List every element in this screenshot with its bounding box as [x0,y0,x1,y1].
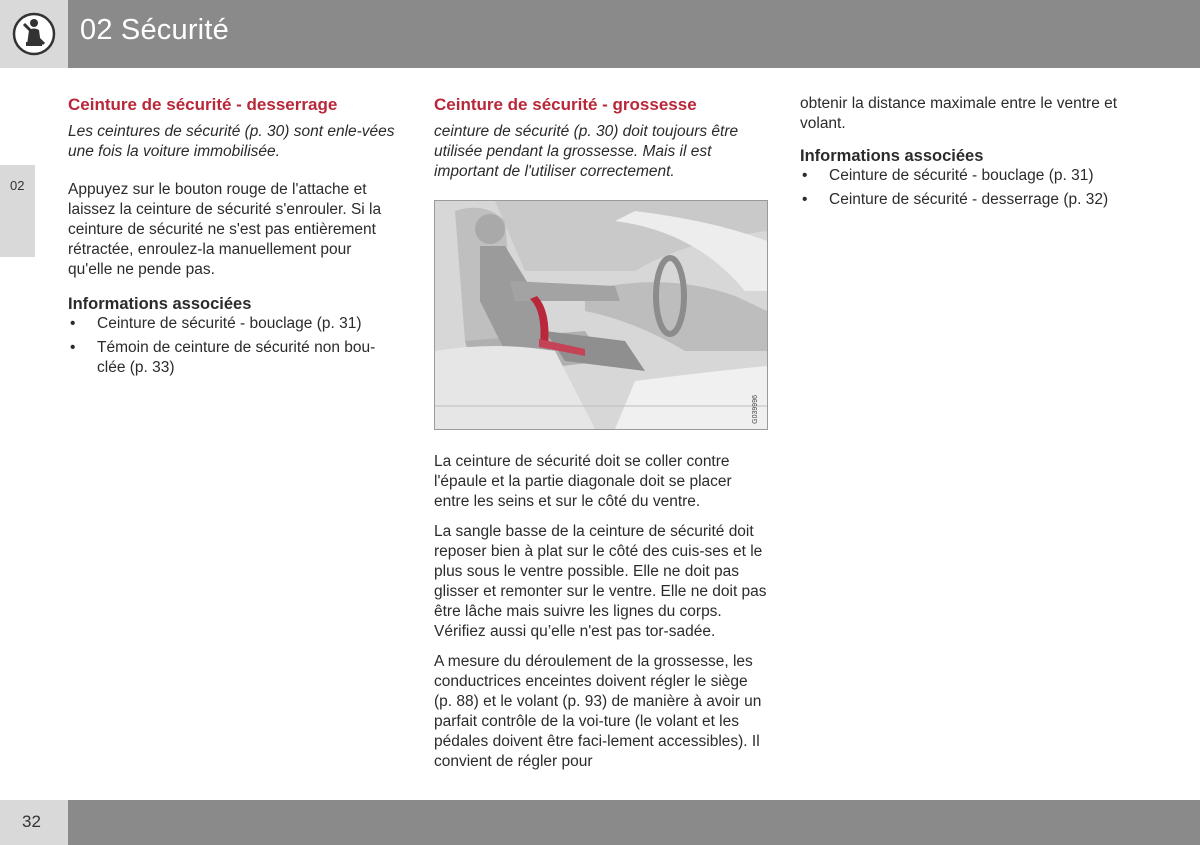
page-title: 02 Sécurité [80,14,229,46]
figure-code: G039996 [752,395,759,424]
bullet: • [70,315,76,332]
body-paragraph: Appuyez sur le bouton rouge de l'attache et laissez la ceinture de sécurité s'enrouler. Si la ceinture de sécurité ne s'est pas entièrement rétractée, enroulez-la manuellement pour qu'elle ne pende pas. [68,181,382,278]
related-link[interactable] [800,190,1130,210]
related-link-label: Ceinture de sécurité - desserrage (p. 32) [829,191,1109,208]
illustration-graphic [435,201,767,429]
body-paragraph: A mesure du déroulement de la grossesse, les conductrices enceintes doivent régler le siège (p. 88) et le volant (p. 93) de manière à avoir un parfait contrôle de la voi-ture (le volant et les pédales doivent être faci-lement accessibles). Il convient de régler pour [434,653,762,770]
related-link-label: Ceinture de sécurité - bouclage (p. 31) [97,315,362,332]
related-link-label: Témoin de ceinture de sécurité non bou-clée (p. 33) [97,339,376,376]
body-paragraph: La sangle basse de la ceinture de sécurité doit reposer bien à plat sur le côté des cuis-ses et le plus sous le ventre possible. Elle ne doit pas glisser et remonter sur le ventre. Elle ne doit pas être lâche mais suivre les lignes du corps. Vérifiez aussi qu’elle n'est pas tor-sadée. [434,523,767,640]
related-info-heading: Informations associées [800,147,984,165]
chapter-tab-label: 02 [10,178,25,193]
related-list [68,314,398,378]
body-paragraph: La ceinture de sécurité doit se coller contre l'épaule et la partie diagonale doit se placer entre les seins et sur le côté du ventre. [434,453,732,510]
bullet: • [802,191,808,208]
intro-text: ceinture de sécurité (p. 30) doit toujours être utilisée pendant la grossesse. Mais il est important de l'utiliser correctement. [434,123,739,180]
footer-band [0,800,1200,845]
related-list [800,166,1130,210]
intro-text: Les ceintures de sécurité (p. 30) sont enle-vées une fois la voiture immobilisée. [68,123,395,160]
bullet: • [70,339,76,356]
header-band [0,0,1200,68]
continuation-paragraph: obtenir la distance maximale entre le ventre et volant. [800,95,1118,132]
section-heading-desserrage: Ceinture de sécurité - desserrage [68,95,338,114]
related-link[interactable] [68,314,398,334]
related-link[interactable] [800,166,1130,186]
section-heading-grossesse: Ceinture de sécurité - grossesse [434,95,697,114]
column-grossesse [434,94,768,782]
related-info-heading: Informations associées [68,295,252,313]
pregnant-driver-seatbelt-illustration [434,200,768,430]
related-link[interactable] [68,338,398,378]
header-icon-box [0,0,68,68]
seatbelt-warning-icon [12,12,56,56]
page-number: 32 [22,812,41,831]
page-number-box [0,800,68,845]
bullet: • [802,167,808,184]
related-link-label: Ceinture de sécurité - bouclage (p. 31) [829,167,1094,184]
column-continuation [800,94,1130,214]
column-desserrage [68,94,398,382]
